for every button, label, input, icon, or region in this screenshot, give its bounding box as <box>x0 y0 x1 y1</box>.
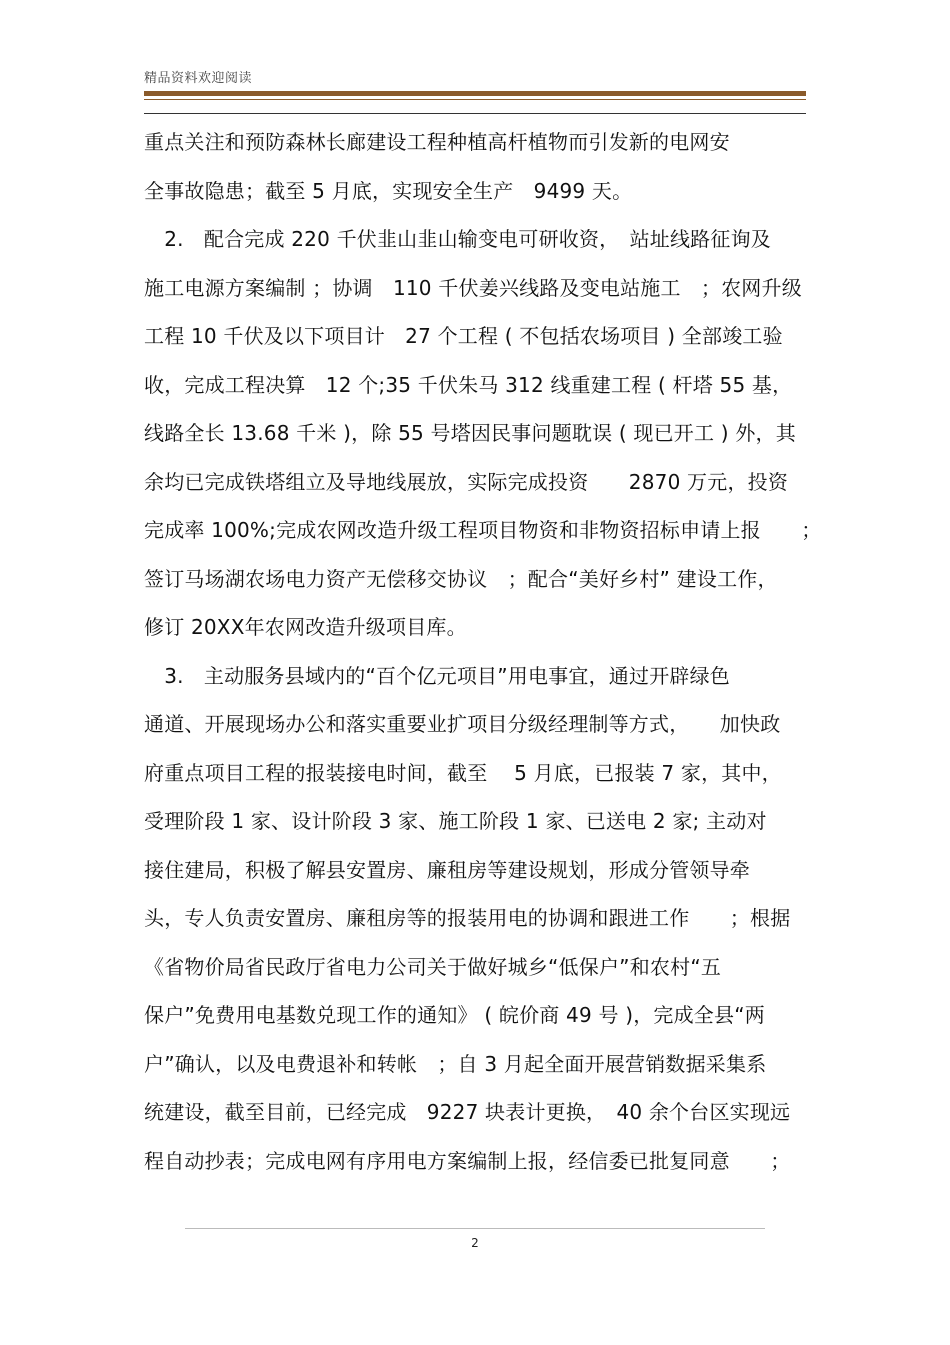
body-line: 接住建局，积极了解县安置房、廉租房等建设规划，形成分管领导牵 <box>144 857 750 882</box>
body-line: 施工电源方案编制 ；协调 110 千伏姜兴线路及变电站施工 ；农网升级 <box>144 275 802 300</box>
body-line: 完成率 100%;完成农网改造升级工程项目物资和非物资招标申请上报 ； <box>144 518 822 542</box>
header-rule-thin <box>144 99 806 100</box>
header-rule <box>144 91 806 96</box>
body-line: 全事故隐患；截至 5 月底，实现安全生产 9499 天。 <box>144 178 633 203</box>
body-line: 工程 10 千伏及以下项目计 27 个工程 ( 不包括农场项目 ) 全部竣工验 <box>144 324 783 348</box>
body-line: 重点关注和预防森林长廊建设工程种植高杆植物而引发新的电网安 <box>144 130 730 154</box>
header-divider <box>144 113 806 114</box>
body-line: 签订马场湖农场电力资产无偿移交协议 ；配合“美好乡村” 建设工作， <box>144 566 778 591</box>
body-line: 保户”免费用电基数兑现工作的通知》 ( 皖价商 49 号 )，完成全县“两 <box>144 1003 765 1027</box>
body-line: 2. 配合完成 220 千伏韭山韭山输变电可研收资， 站址线路征询及 <box>144 227 771 251</box>
document-body <box>144 122 822 1189</box>
body-line: 程自动抄表；完成电网有序用电方案编制上报，经信委已批复同意 ； <box>144 1148 791 1173</box>
body-line: 3. 主动服务县域内的“百个亿元项目”用电事宜，通过开辟绿色 <box>144 663 731 688</box>
body-line: 余均已完成铁塔组立及导地线展放，实际完成投资 2870 万元，投资 <box>144 469 789 494</box>
body-line: 修订 20XX年农网改造升级项目库。 <box>144 615 467 639</box>
body-line: 线路全长 13.68 千米 )，除 55 号塔因民事问题耽误 ( 现已开工 ) 外，其 <box>144 421 796 445</box>
page-number: 2 <box>471 1236 479 1250</box>
page-header: 精品资料欢迎阅读 <box>144 71 253 86</box>
body-line: 收，完成工程决算 12 个;35 千伏朱马 312 线重建工程 ( 杆塔 55 基， <box>144 372 793 397</box>
body-line: 府重点项目工程的报装接电时间，截至 5 月底，已报装 7 家，其中， <box>144 760 782 785</box>
body-line: 通道、开展现场办公和落实重要业扩项目分级经理制等方式， 加快政 <box>144 712 781 736</box>
body-line: 头，专人负责安置房、廉租房等的报装用电的协调和跟进工作 ；根据 <box>144 906 791 930</box>
body-line: 《省物价局省民政厅省电力公司关于做好城乡“低保户”和农村“五 <box>144 954 722 979</box>
body-line: 统建设，截至目前，已经完成 9227 块表计更换， 40 余个台区实现远 <box>144 1100 791 1124</box>
body-line: 受理阶段 1 家、设计阶段 3 家、施工阶段 1 家、已送电 2 家; 主动对 <box>144 809 767 833</box>
body-line: 户”确认，以及电费退补和转帐 ；自 3 月起全面开展营销数据采集系 <box>144 1051 767 1076</box>
footer-rule <box>185 1228 765 1229</box>
